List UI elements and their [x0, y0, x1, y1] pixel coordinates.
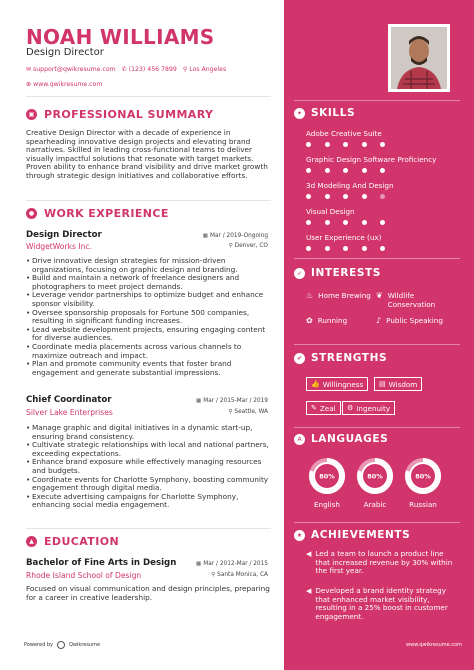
experience-heading: ● WORK EXPERIENCE: [26, 207, 169, 220]
strength-tag: ✎ Zeal: [306, 401, 341, 415]
location-pin-icon: ⚲: [228, 243, 233, 249]
lightbulb-icon: ✦: [294, 108, 305, 119]
job-dates: ▦ Mar / 2015-Mar / 2019: [196, 398, 268, 404]
interest-item: ❦ Wildlife Conservation: [376, 291, 436, 309]
translate-icon: A: [294, 434, 305, 445]
strength-tag: ▤ Wisdom: [374, 377, 422, 391]
rating-dot: [362, 246, 367, 251]
strength-tag: 👍 Willingness: [306, 377, 368, 391]
footer-website[interactable]: www.qwikresume.com: [406, 642, 462, 648]
divider: [294, 258, 460, 259]
thumbs-up-icon: ✔: [294, 353, 305, 364]
school-name: Rhode Island School of Design: [26, 571, 142, 580]
email-item[interactable]: ✉ support@qwikresume.com: [26, 66, 116, 73]
rating-dot: [325, 220, 330, 225]
rating-dot: [343, 194, 348, 199]
list-item: • Drive innovative design strategies for mission-driven organizations, focusing on graphic design and branding.: [26, 257, 270, 274]
location-pin-icon: ⚲: [182, 66, 188, 73]
calendar-icon: ▦: [196, 561, 202, 567]
graduation-cap-icon: ▲: [26, 536, 37, 547]
rating-dot: [306, 220, 311, 225]
interest-item: ✿ Running: [306, 316, 348, 325]
list-item: • Enhance brand exposure while effectively managing resources and budgets.: [26, 458, 270, 475]
rating-dot: [362, 168, 367, 173]
megaphone-icon: ◀: [306, 550, 312, 558]
divider: [26, 200, 271, 201]
language-percent: 80%: [367, 472, 383, 481]
language-percent: 80%: [415, 472, 431, 481]
job-dates: ▦ Mar / 2019-Ongoing: [202, 233, 268, 239]
summary-heading: ▣ PROFESSIONAL SUMMARY: [26, 108, 213, 121]
rating-dot: [343, 246, 348, 251]
trophy-icon: ★: [294, 530, 305, 541]
qwikresume-logo-icon: [57, 641, 65, 649]
skill-name: 3d Modeling And Design: [306, 181, 394, 190]
job-company: Silver Lake Enterprises: [26, 408, 113, 417]
paw-icon: ✿: [306, 316, 313, 325]
gear-icon: ⚙: [347, 404, 354, 412]
rating-dot: [362, 194, 367, 199]
summary-text: Creative Design Director with a decade of experience in spearheading innovative design projects and elevating brand narratives. Skilled in leading cross-functional teams to deliver visually impactful solutions that resonate with target markets. Proven ability to enhance brand visibility and drive market growth through strategic design initiatives and collaborative efforts.: [26, 128, 268, 180]
education-heading: ▲ EDUCATION: [26, 535, 119, 548]
profile-photo: [388, 24, 450, 92]
skill-name: Graphic Design Software Proficiency: [306, 155, 437, 164]
language-name: Russian: [409, 500, 437, 509]
achievement-item: ◀ Led a team to launch a product line that increased revenue by 30% within the first year.: [306, 549, 453, 576]
languages-heading: A LANGUAGES: [294, 433, 388, 445]
globe-icon: ⊕: [26, 81, 32, 88]
divider: [26, 96, 271, 97]
rating-dot: [325, 246, 330, 251]
person-silhouette-icon: [391, 27, 447, 89]
book-icon: ▤: [379, 380, 386, 388]
rocket-icon: ➶: [294, 268, 305, 279]
rating-dot: [343, 142, 348, 147]
strength-tag: ⚙ Ingenuity: [342, 401, 395, 415]
list-item: • Cultivate strategic relationships with local and national partners, exceeding expectations.: [26, 441, 270, 458]
rating-dot: [362, 142, 367, 147]
divider: [294, 522, 460, 523]
skill-name: Adobe Creative Suite: [306, 129, 382, 138]
rating-dot: [380, 246, 385, 251]
job-location: ⚲ Denver, CO: [228, 243, 268, 249]
rating-dot: [306, 194, 311, 199]
language-ring: [308, 457, 346, 495]
rating-dot: [380, 168, 385, 173]
divider: [294, 344, 460, 345]
list-item: • Manage graphic and digital initiatives in a dynamic start-up, ensuring brand consistency.: [26, 424, 270, 441]
microphone-icon: ♪: [376, 316, 382, 325]
rating-dot: [325, 194, 330, 199]
rating-dot: [380, 142, 385, 147]
job-bullets: [26, 424, 270, 510]
beer-icon: ♨: [306, 291, 314, 300]
language-ring: [356, 457, 394, 495]
location-pin-icon: ⚲: [228, 409, 233, 415]
powered-by[interactable]: Powered by Qwikresume: [24, 642, 101, 648]
skills-heading: ✦ SKILLS: [294, 107, 355, 119]
contact-row: [26, 66, 226, 73]
divider: [294, 100, 460, 101]
language-percent: 80%: [319, 472, 335, 481]
candidate-name: NOAH WILLIAMS: [26, 25, 215, 49]
list-item: • Plan and promote community events that foster brand engagement and generate substantial impressions.: [26, 360, 270, 377]
rating-dot: [306, 246, 311, 251]
thumbs-up-icon: 👍: [311, 380, 320, 388]
job-company: WidgetWorks Inc.: [26, 242, 92, 251]
skill-rating: [306, 142, 385, 147]
rating-dot: [362, 220, 367, 225]
skill-rating: [306, 168, 385, 173]
skill-rating: [306, 220, 385, 225]
job-location: ⚲ Seattle, WA: [228, 409, 268, 415]
email-icon: ✉: [26, 66, 32, 73]
calendar-icon: ▦: [202, 233, 208, 239]
language-name: English: [314, 500, 340, 509]
skill-name: User Experience (ux): [306, 233, 382, 242]
interest-item: ♨ Home Brewing: [306, 291, 371, 300]
candidate-title: Design Director: [26, 47, 104, 58]
education-location: ⚲ Santa Monica, CA: [211, 572, 268, 578]
rating-dot: [306, 142, 311, 147]
job-bullets: [26, 257, 270, 377]
work-icon: ●: [26, 208, 37, 219]
phone-item[interactable]: ✆ (123) 456 7899: [121, 66, 177, 73]
achievements-heading: ★ ACHIEVEMENTS: [294, 529, 410, 541]
skill-name: Visual Design: [306, 207, 355, 216]
calendar-icon: ▦: [196, 398, 202, 404]
leaf-icon: ❦: [376, 291, 383, 300]
phone-icon: ✆: [121, 66, 127, 73]
rating-dot: [325, 168, 330, 173]
language-name: Arabic: [363, 500, 387, 509]
list-item: • Coordinate events for Charlotte Symphony, boosting community engagement through digital media.: [26, 476, 270, 493]
pencil-icon: ✎: [311, 404, 317, 412]
rating-dot: [380, 194, 385, 199]
rating-dot: [380, 220, 385, 225]
list-item: • Oversee sponsorship proposals for Fortune 500 companies, resulting in significant funding increases.: [26, 309, 270, 326]
divider: [294, 427, 460, 428]
website-link[interactable]: ⊕ www.qwikresume.com: [26, 81, 103, 88]
rating-dot: [343, 168, 348, 173]
divider: [26, 528, 271, 529]
location-pin-icon: ⚲: [211, 572, 216, 578]
sidebar: [284, 0, 474, 670]
strengths-heading: ✔ STRENGTHS: [294, 352, 387, 364]
education-dates: ▦ Mar / 2012-Mar / 2015: [196, 561, 268, 567]
avatar: [391, 27, 447, 89]
rating-dot: [343, 220, 348, 225]
job-title: Chief Coordinator: [26, 395, 112, 405]
language-ring: [404, 457, 442, 495]
rating-dot: [306, 168, 311, 173]
interest-item: ♪ Public Speaking: [376, 316, 443, 325]
list-item: • Coordinate media placements across various channels to maximize outreach and impact.: [26, 343, 270, 360]
list-item: • Lead website development projects, ensuring engaging content for diverse audiences.: [26, 326, 270, 343]
interests-heading: ➶ INTERESTS: [294, 267, 381, 279]
location-item: ⚲ Los Angeles: [182, 66, 227, 73]
education-text: Focused on visual communication and design principles, preparing for a career in creative leadership.: [26, 584, 270, 602]
list-item: • Execute advertising campaigns for Charlotte Symphony, enhancing social media engagement.: [26, 493, 270, 510]
rating-dot: [325, 142, 330, 147]
skill-rating: [306, 194, 385, 199]
skill-rating: [306, 246, 385, 251]
achievement-item: ◀ Developed a brand identity strategy that enhanced market visibility, resulting in a 25% boost in customer engagement.: [306, 586, 448, 621]
job-title: Design Director: [26, 230, 102, 240]
list-item: • Leverage vendor partnerships to optimize budget and enhance sponsor visibility.: [26, 291, 270, 308]
briefcase-icon: ▣: [26, 109, 37, 120]
degree-title: Bachelor of Fine Arts in Design: [26, 558, 177, 568]
list-item: • Build and maintain a network of freelance designers and photographers to meet project demands.: [26, 274, 270, 291]
megaphone-icon: ◀: [306, 587, 312, 595]
